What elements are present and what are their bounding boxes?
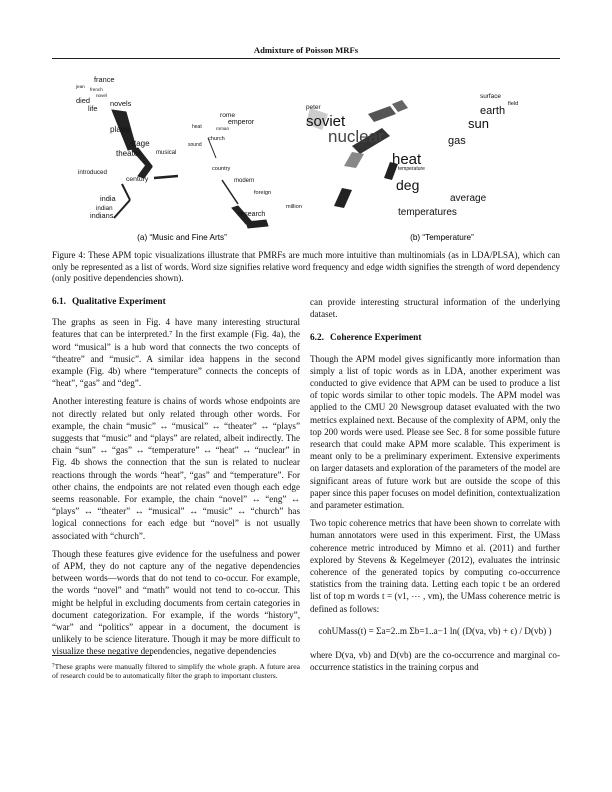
- word-gas: gas: [448, 135, 466, 147]
- word-heat-left: heat: [192, 124, 202, 130]
- word-france: france: [94, 75, 115, 84]
- running-header: Admixture of Poisson MRFs: [253, 45, 359, 55]
- word-research: research: [238, 211, 266, 218]
- word-indian: indian: [96, 205, 113, 212]
- word-sound: sound: [188, 142, 202, 148]
- word-modern: modern: [234, 178, 255, 184]
- word-church: church: [208, 136, 225, 142]
- subcaption-a: (a) “Music and Fine Arts”: [137, 233, 227, 242]
- header-rule: [52, 58, 560, 59]
- edge-deg-temperatures: [334, 188, 352, 208]
- word-peter: peter: [306, 104, 321, 111]
- left-column: [52, 296, 300, 664]
- word-field: field: [508, 101, 519, 107]
- word-plays: plays: [110, 125, 130, 134]
- edge-foreign-research: [246, 220, 268, 228]
- word-emperor: emperor: [228, 119, 255, 126]
- word-nuclear: nuclear: [328, 127, 384, 146]
- section-heading-6-2: 6.2. Coherence Experiment: [310, 333, 422, 344]
- word-stage: stage: [130, 139, 150, 148]
- edge-india: [114, 200, 130, 218]
- edge-temperature: [344, 152, 364, 168]
- paragraph: Though the APM model gives significantly more information than simply a list of topic words as in LDA, another experiment was conducted to give evidence that APM can be used to produce a list of topic words similar to other topic models. The APM model was applied to the CMU 20 Newsgroup dataset evaluated with the two metrics explained next. Because of the complexity of APM, only the top 200 words were used. Please see Sec. 8 for some possible future research that could make APM more scalable. This experiment is meant only to be a preliminary experiment. Extensive experiments on larger datasets and exploration of the parameters of the model are significant areas of future work but are outside the scope of this paper since this paper focuses on model definition, contextualization and parameter estimation.: [310, 353, 560, 511]
- word-roman: roman: [216, 126, 230, 131]
- word-country: country: [212, 166, 231, 172]
- word-novel: novel: [96, 93, 107, 98]
- topic-graphs: [52, 70, 560, 242]
- umass-equation: cohUMass(t) = Σa=2..m Σb=1..a−1 ln( (D(va, vb) + ϵ) / D(vb) ): [318, 625, 552, 636]
- edge-century: [122, 184, 130, 200]
- word-rome: rome: [220, 112, 236, 119]
- word-million: million: [286, 204, 302, 210]
- right-column: [310, 296, 560, 679]
- word-temperature: temperature: [398, 166, 425, 172]
- word-deg: deg: [396, 177, 420, 193]
- paragraph: The graphs as seen in Fig. 4 have many interesting structural features that can be interpreted.⁷ In the first example (Fig. 4a), the word “musical” is a hub word that connects the two concepts of “theatre” and “music”. A similar idea happens in the second example (Fig. 4b) where “temperature” connects the concepts of “heat”, “gas” and “deg”.: [52, 317, 300, 389]
- figure-caption: Figure 4: These APM topic visualizations illustrate that PMRFs are much more intuitive than multinomials (as in LDA/PLSA), which can only be represented as a list of words. Word size signifies relative word frequency and edge width signifies the strength of word dependency (only positive dependencies shown).: [52, 250, 560, 284]
- word-indians: indians: [90, 211, 114, 220]
- word-jean: jean: [76, 84, 85, 89]
- word-surface: surface: [480, 93, 501, 100]
- word-soviet: soviet: [306, 113, 346, 130]
- section-heading-6-1: 6.1. Qualitative Experiment: [52, 297, 166, 307]
- word-heat: heat: [392, 151, 422, 168]
- word-earth: earth: [480, 105, 506, 117]
- paragraph: Two topic coherence metrics that have been shown to correlate with human annotators were used in this experiment. First, the UMass coherence metric introduced by Mimno et al. (2011) and further explored by Stevens & Kegelmeyer (2012), evaluates the intrinsic coherence of the generated topics by computing co-occurrence statistics from the training data. Letting each topic t be an ordered list of top m words t = (v1, ⋯ , vm), the UMass coherence metric is defined as follows:: [310, 518, 560, 614]
- word-temperatures: temperatures: [398, 207, 457, 218]
- word-died: died: [76, 96, 90, 105]
- paragraph: Another interesting feature is chains of words whose endpoints are not directly related but only related through other words. For example, the chain “music” ↔ “musical” ↔ “theater” ↔ “plays” suggests that “music” and “plays” are related, albeit indirectly. The chain “sun” ↔ “gas” ↔ “temperature” ↔ “heat” ↔ “nuclear” in Fig. 4b shows the connection that the sun is related to nuclear reactions through the words “heat”, “gas” and “temperature”. For other chains, the endpoints are not related even though each edge seems reasonable. For example, the chain “novel” ↔ “eng” ↔ “plays” ↔ “theater” ↔ “musical” ↔ “music” ↔ “church” has logical connections for each edge but “novel” is not usually associated with “church”.: [52, 396, 300, 541]
- word-introduced: introduced: [78, 169, 107, 176]
- word-french: french: [90, 87, 103, 92]
- word-life: life: [88, 104, 98, 113]
- word-india: india: [100, 194, 116, 203]
- word-average: average: [450, 193, 487, 204]
- figure-4: [52, 70, 560, 242]
- paragraph: where D(va, vb) and D(vb) are the co-occurrence and marginal co-occurrence statistics in the training corpus and: [310, 650, 560, 673]
- word-theater: theater: [116, 149, 141, 158]
- paragraph: can provide interesting structural information of the underlying dataset.: [310, 297, 560, 320]
- word-musical: musical: [156, 150, 177, 156]
- edge-sun-earth: [392, 100, 408, 112]
- edge-theater-musical: [154, 176, 178, 178]
- subcaption-b: (b) “Temperature”: [410, 233, 474, 242]
- edge-gas-sun: [368, 106, 396, 122]
- word-sun: sun: [468, 116, 489, 131]
- footnote: ⁷These graphs were manually filtered to simplify the whole graph. A future area of research could be to automatically filter the graph to important clusters.: [52, 662, 300, 681]
- word-century: century: [126, 176, 149, 183]
- word-foreign: foreign: [254, 190, 272, 196]
- word-novels: novels: [110, 99, 132, 108]
- paragraph: Though these features give evidence for the usefulness and power of APM, they do not capture any of the negative dependencies between words—words that do not tend to co-occur. For example, the words “novel” and “math” would not tend to co-occur. This might be helpful in excluding documents from certain categories in document categorization. For example, if the words “history”, “war” and “politics” appear in a document, the document is unlikely to be science literature. Though it may be more difficult to visualize these negative dependencies, negative dependencies: [52, 548, 300, 657]
- footnote-rule: [52, 655, 152, 656]
